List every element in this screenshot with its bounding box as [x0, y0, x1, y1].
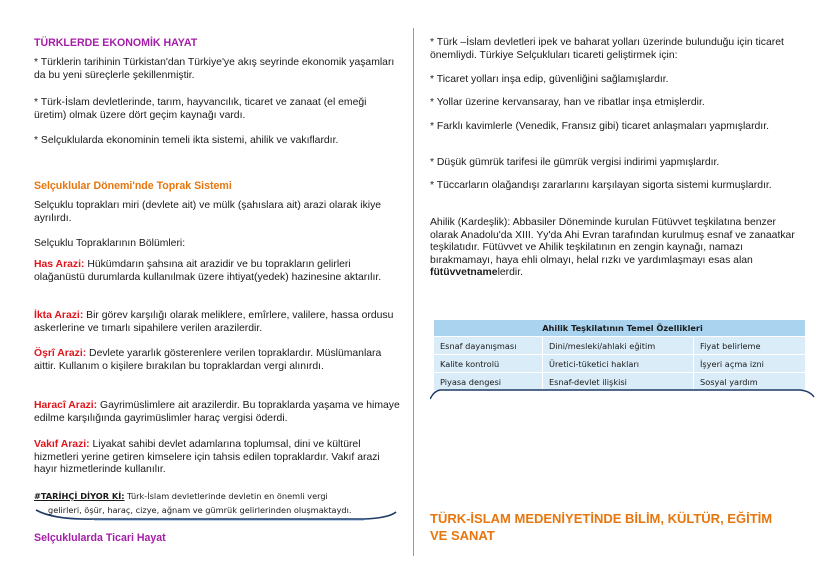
table-cell: Kalite kontrolü — [434, 355, 543, 373]
land-vakif-text: Liyakat sahibi devlet adamlarına toplumsal, dini ve kültürel hizmetleri yerine getiren kimselere için tahsis edilen topraklardır. Vakıf arazi hayır hizmetlerinde kullanılır. — [34, 439, 380, 476]
ahilik-table-wrap — [430, 320, 812, 391]
land-ikta — [34, 310, 400, 335]
table-header-row — [434, 320, 806, 337]
historian-tag: #TARİHÇİ DİYOR Kİ: — [34, 491, 125, 501]
column-divider — [413, 28, 414, 556]
land-vakif-label: Vakıf Arazi: — [34, 439, 90, 450]
ahilik-table — [434, 320, 806, 391]
land-has — [34, 259, 400, 284]
land-has-label: Has Arazi: — [34, 259, 85, 270]
paragraph-ahilik — [430, 217, 800, 280]
historian-text-2: gelirleri, öşür, haraç, cizye, ağnam ve gümrük gelirlerinden oluşmaktaydı. — [48, 505, 352, 515]
ahilik-text: Ahilik (Kardeşlik): Abbasiler Döneminde kurulan Fütüvvet teşkilatına benzer olarak Anadolu'da XIII. Yy'da Ahi Evran tarafından kurulmuş esnaf ve zanaatkar teşkilatıdır. Fütüvvet ve Ahilik teşkilatının en zengin kaynağı, namazı bırakmamayı, haya ehli olmayı, helal rızkı ve yardımlaşmayı esas alan — [430, 217, 795, 266]
decorative-swoosh — [34, 506, 404, 522]
table-cell: Esnaf-devlet ilişkisi — [543, 373, 694, 391]
table-cell: Piyasa dengesi — [434, 373, 543, 391]
land-vakif — [34, 439, 400, 477]
paragraph-trade-2: * Ticaret yolları inşa edip, güvenliğini sağlamışlardır. — [430, 74, 669, 85]
heading-economic-life: TÜRKLERDE EKONOMİK HAYAT — [34, 37, 198, 49]
land-osri-label: Öşrî Arazi: — [34, 348, 87, 359]
historian-text-1: Türk-İslam devletlerinde devletin en önemli vergi — [124, 491, 328, 501]
paragraph-trade-5: * Düşük gümrük tarifesi ile gümrük vergisi indirimi yapmışlardır. — [430, 157, 720, 168]
paragraph-economic-3: * Selçuklularda ekonominin temeli ikta sistemi, ahilik ve vakıflardır. — [34, 135, 339, 146]
table-row — [434, 355, 806, 373]
land-ikta-text: Bir görev karşılığı olarak meliklere, emîrlere, valilere, hassa ordusu askerlerine ve tımarlı sipahilere verilen arazilerdir. — [34, 310, 394, 334]
table-row — [434, 337, 806, 355]
paragraph-land-sections: Selçuklu Topraklarının Bölümleri: — [34, 238, 186, 249]
table-title: Ahilik Teşkilatının Temel Özellikleri — [434, 320, 806, 337]
historian-line-1 — [34, 489, 400, 503]
heading-trade-life: Selçuklularda Ticari Hayat — [34, 532, 166, 544]
land-osri — [34, 348, 400, 373]
paragraph-economic-1: * Türklerin tarihinin Türkistan'dan Türkiye'ye akış seyrinde ekonomik yaşamları da bu yeni süreçlerle şekillenmiştir. — [34, 57, 395, 81]
table-cell: Dini/mesleki/ahlaki eğitim — [543, 337, 694, 355]
paragraph-economic-2: * Türk-İslam devletlerinde, tarım, hayvancılık, ticaret ve zanaat (el emeği üretim) olmak üzere dört geçim kaynağı vardı. — [34, 97, 367, 121]
land-ikta-label: İkta Arazi: — [34, 310, 84, 321]
paragraph-land-intro: Selçuklu toprakları miri (devlete ait) ve mülk (şahıslara ait) arazi olarak ikiye ayrılırdı. — [34, 200, 382, 224]
land-haraci-label: Haracî Arazi: — [34, 400, 98, 411]
ahilik-bold: fütüvvetname — [430, 267, 498, 279]
land-haraci — [34, 400, 400, 425]
table-cell: Sosyal yardım — [694, 373, 806, 391]
table-cell: Esnaf dayanışması — [434, 337, 543, 355]
land-has-text: Hükümdarın şahsına ait arazidir ve bu toprakların gelirleri olağanüstü durumlarda kullanılmak üzere ihtiyat(yedek) hazinesine aktarılır. — [34, 259, 382, 283]
land-osri-text: Devlete yararlık gösterenlere verilen topraklardır. Müslümanlara aittir. Kullanım o kişilere bırakılan bu topraklardan vergi alınırdı. — [34, 348, 382, 372]
paragraph-trade-6: * Tüccarların olağandışı zararlarını karşılayan sigorta sistemi kurmuşlardır. — [430, 180, 772, 191]
table-cell: Üretici-tüketici hakları — [543, 355, 694, 373]
heading-science-culture: TÜRK-İSLAM MEDENİYETİNDE BİLİM, KÜLTÜR, EĞİTİM VE SANAT — [430, 511, 773, 543]
table-cell: Fiyat belirleme — [694, 337, 806, 355]
table-decorative-swoosh — [430, 385, 816, 403]
ahilik-end: lerdir. — [497, 267, 523, 279]
land-haraci-text: Gayrimüslimlere ait arazilerdir. Bu topraklarda yaşama ve himaye edilme karşılığında gayrimüslimler haraç vergisi öderdi. — [34, 400, 400, 424]
heading-land-system: Selçuklular Dönemi'nde Toprak Sistemi — [34, 180, 232, 192]
paragraph-trade-1: * Türk –İslam devletleri ipek ve baharat yolları üzerinde bulunduğu için ticaret önemliydi. Türkiye Selçukluları ticareti geliştirmek için: — [430, 37, 784, 61]
paragraph-trade-3: * Yollar üzerine kervansaray, han ve ribatlar inşa etmişlerdir. — [430, 97, 705, 108]
table-cell: İşyeri açma izni — [694, 355, 806, 373]
paragraph-trade-4: * Farklı kavimlerle (Venedik, Fransız gibi) ticaret anlaşmaları yapmışlardır. — [430, 121, 769, 132]
